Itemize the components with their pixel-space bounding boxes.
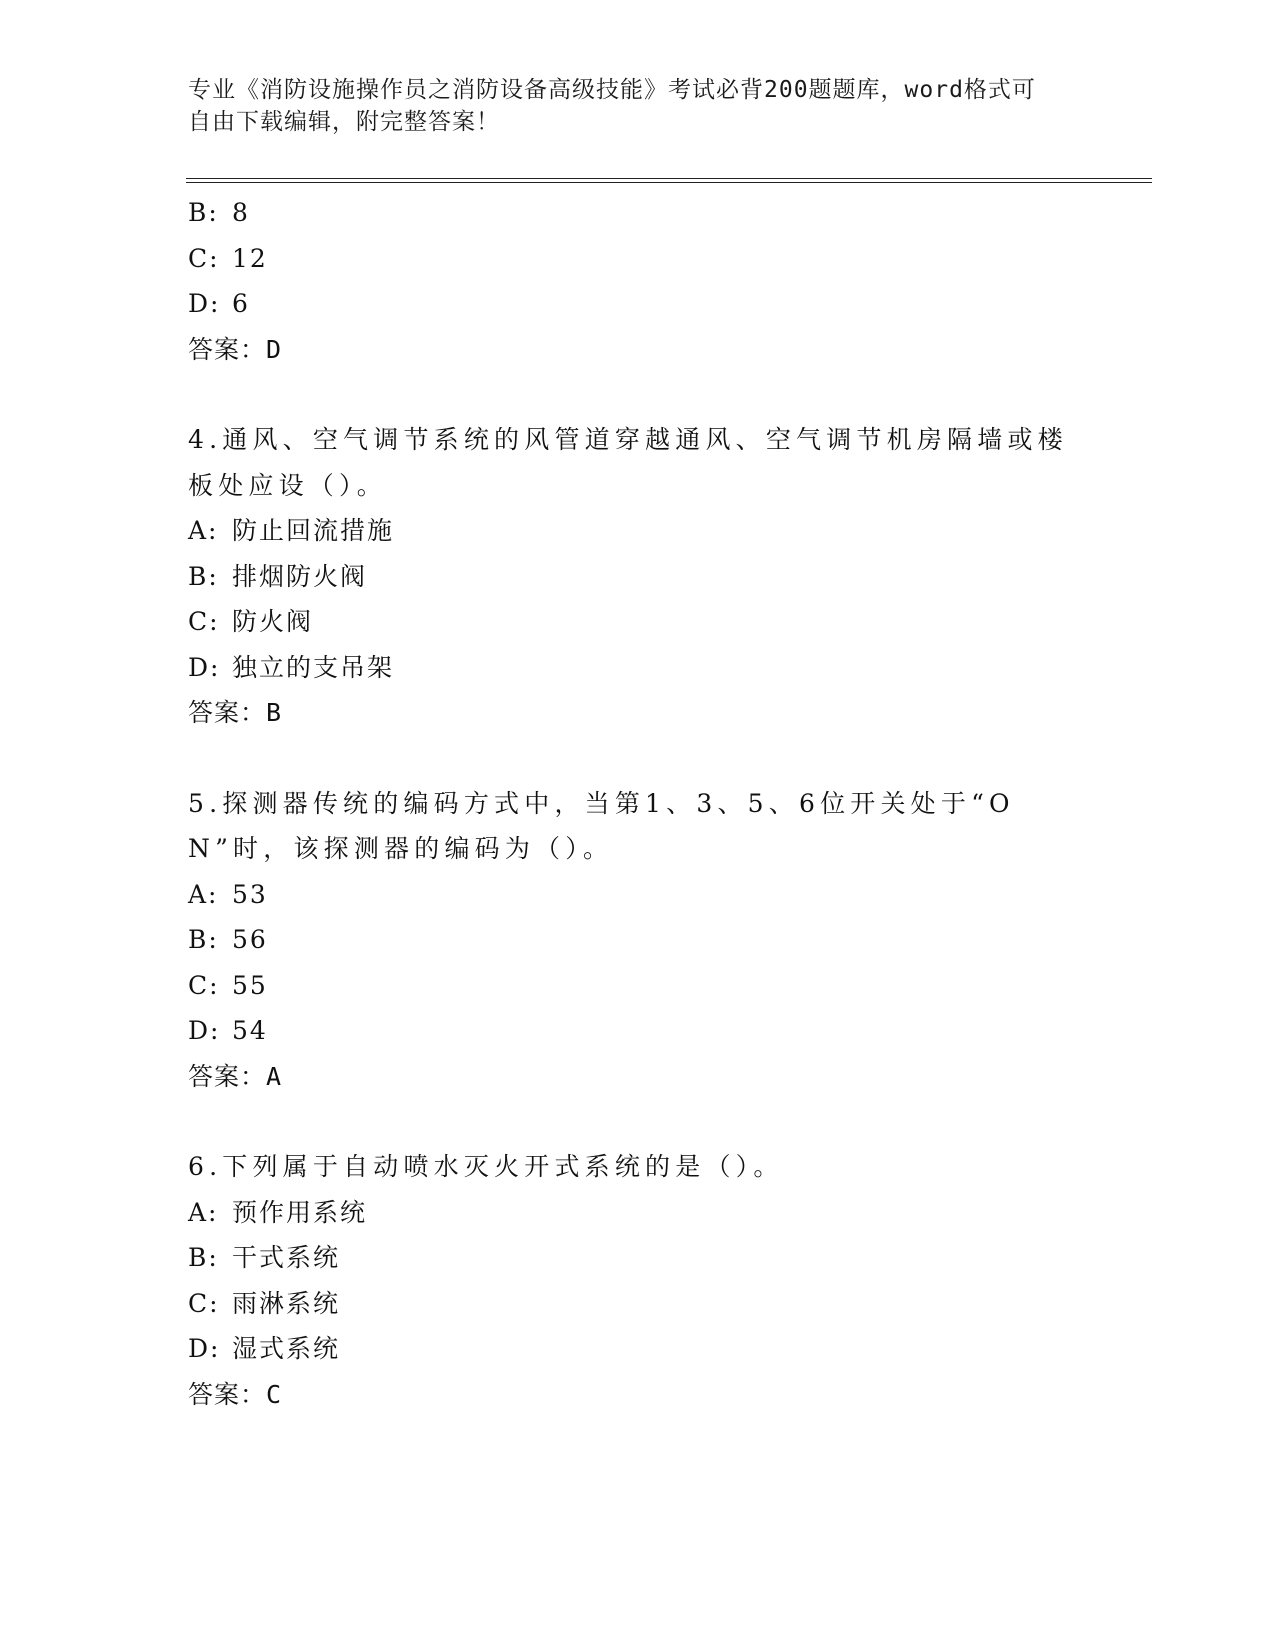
- option-key: D:: [188, 289, 221, 318]
- answer-value: C: [266, 1379, 283, 1409]
- spacer: [188, 736, 1088, 781]
- option-c: [188, 599, 1088, 645]
- option-text: 干式系统: [232, 1243, 341, 1272]
- answer-line: [188, 327, 1088, 373]
- option-key: C:: [188, 1288, 220, 1318]
- question-text: 5.探测器传统的编码方式中，当第1、3、5、6位开关处于“ON”时，该探测器的编码为（）。: [188, 788, 1015, 863]
- option-text: 排烟防火阀: [232, 561, 368, 591]
- option-c: [188, 1281, 1088, 1327]
- option-text: 54: [232, 1016, 268, 1045]
- option-key: C:: [188, 607, 220, 636]
- header-double-rule: [186, 178, 1152, 183]
- option-key: B:: [188, 1243, 219, 1272]
- option-b: [188, 917, 1088, 963]
- answer-line: [188, 690, 1088, 736]
- option-text: 湿式系统: [232, 1334, 341, 1363]
- option-c: [188, 963, 1088, 1009]
- option-key: D:: [188, 652, 221, 682]
- option-b: [188, 554, 1088, 600]
- option-text: 55: [232, 970, 268, 1000]
- answer-line: [188, 1372, 1088, 1418]
- option-key: A:: [188, 1197, 219, 1227]
- option-d: [188, 281, 1088, 327]
- option-key: C:: [188, 970, 220, 1000]
- option-d: [188, 1326, 1088, 1372]
- option-a: [188, 508, 1088, 554]
- answer-label: 答案：: [188, 698, 267, 727]
- question-6: [188, 1144, 1088, 1417]
- option-text: 53: [232, 879, 268, 909]
- question-list: [188, 190, 1088, 1417]
- option-text: 雨淋系统: [232, 1288, 341, 1318]
- header-title-line-1: 专业《消防设施操作员之消防设备高级技能》考试必背200题题库，word格式可: [188, 77, 1036, 103]
- question-5: [188, 781, 1088, 1100]
- option-key: A:: [188, 516, 219, 545]
- answer-value: B: [266, 698, 283, 727]
- question-3: [188, 190, 1088, 372]
- header-title-line-2: 自由下载编辑，附完整答案！: [188, 109, 500, 135]
- option-c: [188, 236, 1088, 282]
- option-text: 预作用系统: [232, 1197, 368, 1227]
- option-a: [188, 872, 1088, 918]
- option-b: [188, 190, 1088, 236]
- option-text: 防火阀: [232, 607, 314, 636]
- option-key: B:: [188, 925, 219, 954]
- option-text: 防止回流措施: [232, 516, 395, 545]
- option-key: D:: [188, 1334, 221, 1363]
- question-text: 6.下列属于自动喷水灭火开式系统的是（）。: [188, 1152, 784, 1181]
- option-key: C:: [188, 243, 220, 273]
- answer-label: 答案：: [188, 334, 267, 364]
- option-d: [188, 1008, 1088, 1054]
- answer-label: 答案：: [188, 1061, 267, 1091]
- option-b: [188, 1235, 1088, 1281]
- question-text: 4.通风、空气调节系统的风管道穿越通风、空气调节机房隔墙或楼板处应设（）。: [188, 425, 1068, 500]
- answer-line: [188, 1054, 1088, 1100]
- option-d: [188, 645, 1088, 691]
- option-text: 6: [232, 289, 250, 318]
- option-text: 12: [232, 243, 268, 273]
- document-header: [188, 74, 1068, 138]
- option-text: 8: [232, 198, 250, 227]
- option-key: B:: [188, 561, 219, 591]
- answer-value: A: [266, 1061, 283, 1091]
- question-4: [188, 417, 1088, 736]
- answer-label: 答案：: [188, 1379, 267, 1409]
- spacer: [188, 372, 1088, 417]
- spacer: [188, 1099, 1088, 1144]
- option-key: A:: [188, 879, 219, 909]
- option-key: D:: [188, 1016, 221, 1045]
- option-a: [188, 1190, 1088, 1236]
- option-key: B:: [188, 198, 219, 227]
- option-text: 56: [232, 925, 268, 954]
- answer-value: D: [266, 334, 283, 364]
- option-text: 独立的支吊架: [232, 652, 395, 682]
